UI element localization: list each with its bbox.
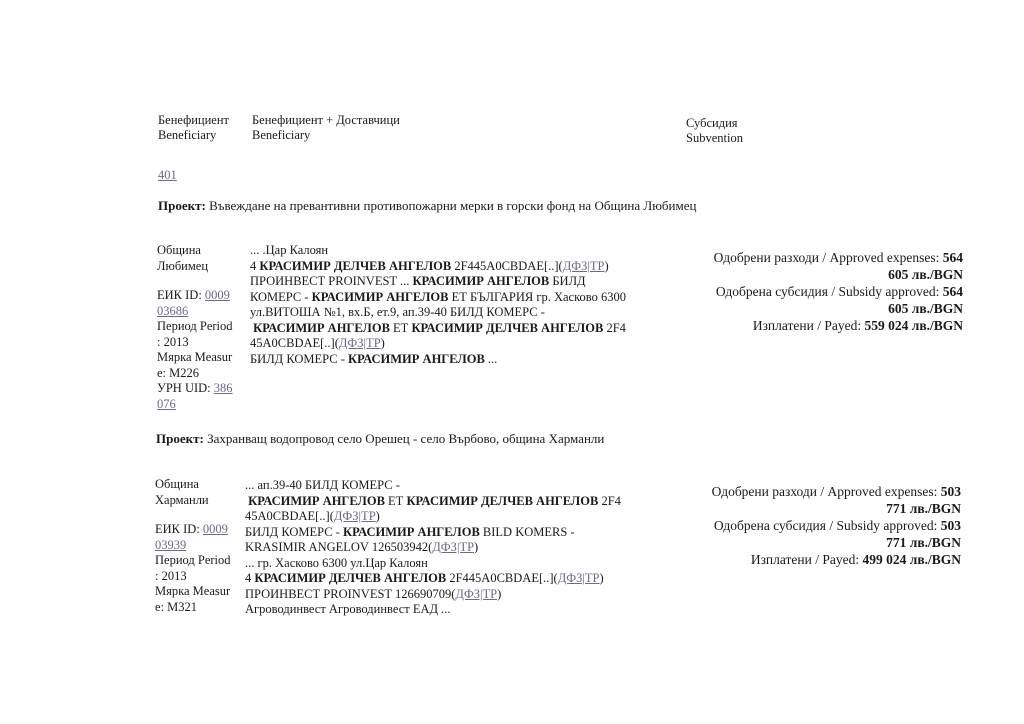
supplier-line: КРАСИМИР АНГЕЛОВ ЕТ КРАСИМИР ДЕЛЧЕВ АНГЕЛОВ 2F4 bbox=[253, 320, 626, 335]
uid-row: УРН UID: 386 bbox=[157, 381, 233, 395]
dfz-tr-link[interactable]: ДФЗ|ТР bbox=[432, 540, 475, 554]
approved-expenses-amount: 605 лв./BGN bbox=[888, 267, 963, 282]
beneficiary-line1: Община bbox=[155, 477, 199, 491]
dfz-tr-link[interactable]: ДФЗ|ТР bbox=[562, 258, 605, 273]
dfz-tr-link[interactable]: ДФЗ|ТР bbox=[333, 509, 376, 523]
header-subvention-bg: Субсидия bbox=[686, 116, 738, 130]
paid: Изплатени / Payed: 499 024 лв./BGN bbox=[750, 552, 961, 567]
supplier-line: ... ап.39-40 БИЛД КОМЕРС - bbox=[245, 478, 400, 492]
eik-row: ЕИК ID: 0009 bbox=[155, 522, 228, 536]
approved-expenses: Одобрени разходи / Approved expenses: 564 bbox=[713, 250, 963, 265]
uid-link[interactable]: 386 bbox=[213, 381, 233, 395]
supplier-line: БИЛД КОМЕРС - КРАСИМИР АНГЕЛОВ ... bbox=[250, 351, 498, 366]
measure-b: e: M321 bbox=[155, 599, 198, 614]
header-beneficiary bbox=[158, 113, 229, 143]
approved-expenses-amount: 771 лв./BGN bbox=[886, 501, 961, 516]
project-label: Проект: bbox=[156, 431, 204, 446]
header-subvention bbox=[686, 116, 743, 146]
project-1-beneficiary bbox=[157, 243, 247, 412]
project-1-subsidy bbox=[663, 249, 963, 334]
measure-b: e: M226 bbox=[157, 365, 200, 380]
uid-link-cont[interactable]: 076 bbox=[157, 396, 176, 411]
header-subvention-en: Subvention bbox=[686, 131, 743, 145]
beneficiary-line2: Харманли bbox=[155, 492, 209, 507]
period-b: : 2013 bbox=[157, 334, 189, 349]
beneficiary-line1: Община bbox=[157, 243, 201, 257]
header-beneficiary-suppliers bbox=[252, 113, 400, 143]
project-2-beneficiary bbox=[155, 477, 245, 615]
project-2-suppliers bbox=[245, 478, 675, 618]
period-b: : 2013 bbox=[155, 568, 187, 583]
supplier-line: 4 КРАСИМИР ДЕЛЧЕВ АНГЕЛОВ 2F445A0CBDAE[..](ДФЗ|ТР) bbox=[245, 571, 604, 585]
dfz-tr-link[interactable]: ДФЗ|ТР bbox=[557, 571, 600, 585]
subsidy-approved: Одобрена субсидия / Subsidy approved: 503 bbox=[713, 518, 961, 533]
approved-expenses: Одобрени разходи / Approved expenses: 503 bbox=[711, 484, 961, 499]
eik-link-cont[interactable]: 03686 bbox=[157, 303, 189, 318]
supplier-line: 4 КРАСИМИР ДЕЛЧЕВ АНГЕЛОВ 2F445A0CBDAE[..](ДФЗ|ТР) bbox=[250, 258, 609, 273]
supplier-line: КРАСИМИР АНГЕЛОВ ЕТ КРАСИМИР ДЕЛЧЕВ АНГЕЛОВ 2F4 bbox=[248, 493, 621, 508]
dfz-tr-link[interactable]: ДФЗ|ТР bbox=[455, 586, 498, 601]
project-1-suppliers bbox=[250, 243, 680, 367]
project-2-subsidy bbox=[661, 483, 961, 568]
subsidy-approved-amount: 771 лв./BGN bbox=[886, 535, 961, 550]
measure-a: Мярка Measur bbox=[157, 350, 233, 364]
supplier-line: ПРОИНВЕСТ PROINVEST ... КРАСИМИР АНГЕЛОВ БИЛД bbox=[250, 274, 586, 288]
header-beneficiary-en: Beneficiary bbox=[158, 128, 217, 142]
supplier-line: ул.ВИТОША №1, вх.Б, ет.9, ап.39-40 БИЛД КОМЕРС - bbox=[250, 305, 545, 319]
measure-a: Мярка Measur bbox=[155, 584, 231, 598]
header-suppliers-en: Beneficiary bbox=[252, 128, 311, 142]
dfz-tr-link[interactable]: ДФЗ|ТР bbox=[338, 336, 381, 350]
eik-link[interactable]: 0009 bbox=[204, 288, 230, 302]
beneficiary-line2: Любимец bbox=[157, 258, 209, 273]
supplier-line: 45A0CBDAE[..](ДФЗ|ТР) bbox=[245, 509, 380, 523]
subsidy-approved: Одобрена субсидия / Subsidy approved: 564 bbox=[715, 284, 963, 299]
header-suppliers-bg: Бенефициент + Доставчици bbox=[252, 113, 400, 127]
period-a: Период Period bbox=[157, 319, 233, 333]
paid: Изплатени / Payed: 559 024 лв./BGN bbox=[752, 318, 963, 333]
period-a: Период Period bbox=[155, 553, 231, 567]
eik-link-cont[interactable]: 03939 bbox=[155, 537, 187, 552]
supplier-line: Агроводинвест Агроводинвест ЕАД ... bbox=[245, 602, 451, 616]
supplier-line: 45A0CBDAE[..](ДФЗ|ТР) bbox=[250, 336, 385, 350]
project-2-title bbox=[156, 431, 604, 447]
page-number-link[interactable]: 401 bbox=[158, 168, 177, 182]
project-name: Захранващ водопровод село Орешец - село Върбово, община Харманли bbox=[207, 431, 605, 446]
supplier-line: ... гр. Хасково 6300 ул.Цар Калоян bbox=[245, 555, 428, 570]
header-beneficiary-bg: Бенефициент bbox=[158, 113, 229, 127]
supplier-line: БИЛД КОМЕРС - КРАСИМИР АНГЕЛОВ BILD KOMERS - bbox=[245, 524, 575, 539]
project-1-title bbox=[158, 198, 696, 214]
eik-link[interactable]: 0009 bbox=[202, 522, 228, 536]
project-label: Проект: bbox=[158, 198, 206, 213]
eik-row: ЕИК ID: 0009 bbox=[157, 288, 230, 302]
supplier-line: ПРОИНВЕСТ PROINVEST 126690709(ДФЗ|ТР) bbox=[245, 586, 502, 601]
supplier-line: КОМЕРС - КРАСИМИР АНГЕЛОВ ЕТ БЪЛГАРИЯ гр. Хасково 6300 bbox=[250, 289, 626, 304]
project-name: Въвеждане на превантивни противопожарни мерки в горски фонд на Община Любимец bbox=[209, 198, 697, 213]
supplier-line: KRASIMIR ANGELOV 126503942(ДФЗ|ТР) bbox=[245, 540, 479, 554]
supplier-line: ... .Цар Калоян bbox=[250, 243, 329, 257]
subsidy-approved-amount: 605 лв./BGN bbox=[888, 301, 963, 316]
